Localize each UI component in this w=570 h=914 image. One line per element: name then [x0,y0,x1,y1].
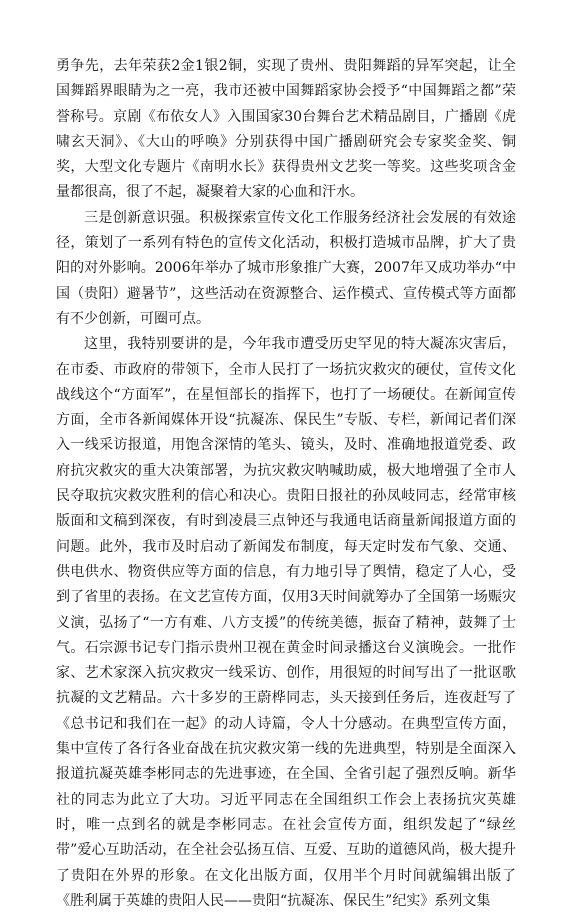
paragraph-disaster-relief: 这里，我特别要讲的是，今年我市遭受历史罕见的特大凝冻灾害后，在市委、市政府的带领下，全市人民打了一场抗灾救灾的硬仗，宣传文化战线这个“方面军”，在星恒部长的指挥下，也打了一场硬仗。在新闻宣传方面，全市各新闻媒体开设“抗凝冻、保民生”专版、专栏，新闻记者们深入一线采访报道，用饱含深情的笔头、镜头，及时、准确地报道党委、政府抗灾救灾的重大决策部署，为抗灾救灾呐喊助威，极大地增强了全市人民夺取抗灾救灾胜利的信心和决心。贵阳日报社的孙凤岐同志，经常审核版面和文稿到深夜，有时到凌晨三点钟还与我通电话商量新闻报道方面的问题。此外，我市及时启动了新闻发布制度，每天定时发布气象、交通、供电供水、物资供应等方面的信息，有力地引导了舆情，稳定了人心，受到了省里的表扬。在文艺宣传方面，仅用3天时间就筹办了全国第一场赈灾义演，弘扬了“一方有难、八方支援”的传统美德，振奋了精神，鼓舞了士气。石宗源书记专门指示贵州卫视在黄金时间录播这台义演晚会。一批作家、艺术家深入抗灾救灾一线采访、创作，用很短的时间写出了一批讴歌抗凝的文艺精品。六十多岁的王蔚桦同志，头天接到任务后，连夜赶写了《总书记和我们在一起》的动人诗篇，令人十分感动。在典型宣传方面，集中宣传了各行各业奋战在抗灾救灾第一线的先进典型，特别是全面深入报道抗凝英雄李彬同志的先进事迹，在全国、全省引起了强烈反响。新华社的同志为此立了大功。习近平同志在全国组织工作会上表扬抗灾英雄时，唯一点到名的就是李彬同志。在社会宣传方面，组织发起了“绿丝带”爱心互助活动，在全社会弘扬互信、互爱、互助的道德风尚，极大提升了贵阳在外界的形象。在文化出版方面，仅用半个月时间就编辑出版了《胜利属于英雄的贵阳人民——贵阳“抗凝冻、保民生”纪实》系列文集 [56,336,516,909]
body-text [56,54,516,914]
paragraph-continued: 勇争先，去年荣获2金1银2铜，实现了贵州、贵阳舞蹈的异军突起，让全国舞蹈界眼睛为之一亮，我市还被中国舞蹈家协会授予“中国舞蹈之都”荣誉称号。京剧《布依女人》入围国家30台舞台艺术精品剧目，广播剧《虎啸玄天洞》、《大山的呼唤》分别获得中国广播剧研究会专家奖金奖、铜奖，大型文化专题片《南明水长》获得贵州文艺奖一等奖。这些奖项含金量都很高，很了不起，凝聚着大家的心血和汗水。 [56,58,516,201]
paragraph-innovation: 三是创新意识强。积极探索宣传文化工作服务经济社会发展的有效途径，策划了一系列有特色的宣传文化活动，积极打造城市品牌，扩大了贵阳的对外影响。2006年举办了城市形象推广大赛，2007年又成功举办“中国（贵阳）避暑节”，这些活动在资源整合、运作模式、宣传模式等方面都有不少创新，可圈可点。 [56,209,516,327]
